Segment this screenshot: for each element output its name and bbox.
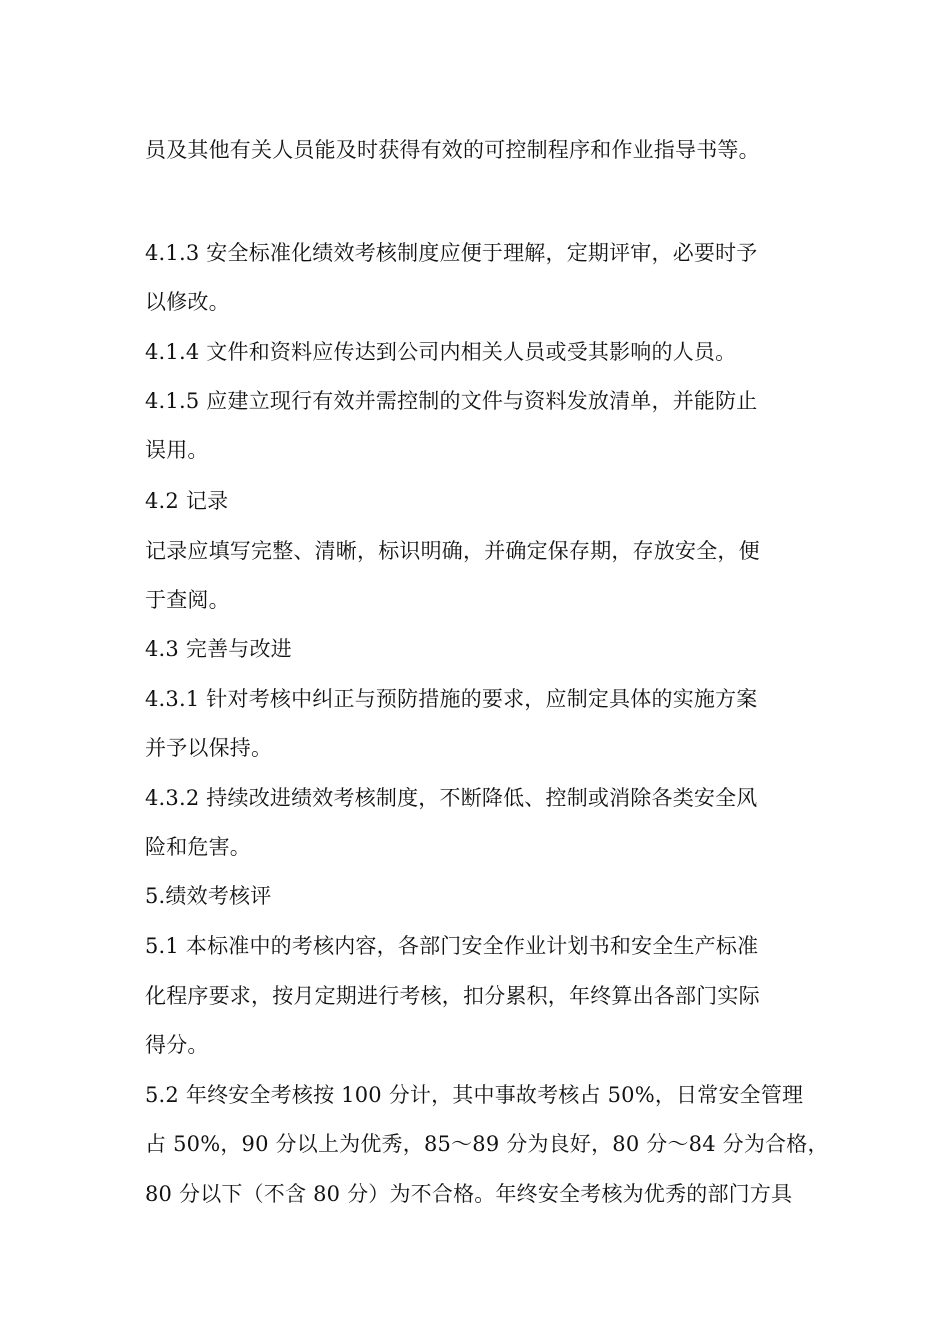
text-line: 80 分以下（不含 80 分）为不合格。年终安全考核为优秀的部门方具	[145, 1182, 793, 1206]
text-line: 员及其他有关人员能及时获得有效的可控制程序和作业指导书等。	[145, 138, 760, 162]
section-heading: 4.3 完善与改进	[145, 637, 292, 661]
text-line: 5.2 年终安全考核按 100 分计，其中事故考核占 50%，日常安全管理	[145, 1083, 804, 1107]
text-line: 以修改。	[145, 290, 230, 314]
text-line: 化程序要求，按月定期进行考核，扣分累积，年终算出各部门实际	[145, 984, 760, 1008]
text-line: 得分。	[145, 1033, 209, 1057]
text-line: 5.1 本标准中的考核内容，各部门安全作业计划书和安全生产标准	[145, 934, 759, 958]
text-line: 并予以保持。	[145, 736, 273, 760]
text-line: 4.1.3 安全标准化绩效考核制度应便于理解，定期评审，必要时予	[145, 241, 758, 265]
text-line: 4.1.4 文件和资料应传达到公司内相关人员或受其影响的人员。	[145, 340, 737, 364]
text-line: 险和危害。	[145, 835, 251, 859]
text-line: 4.3.1 针对考核中纠正与预防措施的要求，应制定具体的实施方案	[145, 687, 758, 711]
text-line: 于查阅。	[145, 588, 230, 612]
section-heading: 4.2 记录	[145, 489, 229, 513]
text-line: 误用。	[145, 438, 209, 462]
text-line: 4.3.2 持续改进绩效考核制度，不断降低、控制或消除各类安全风	[145, 786, 758, 810]
text-line: 4.1.5 应建立现行有效并需控制的文件与资料发放清单，并能防止	[145, 389, 758, 413]
text-line: 占 50%，90 分以上为优秀，85～89 分为良好，80 分～84 分为合格，	[145, 1132, 829, 1156]
section-heading: 5.绩效考核评	[145, 884, 272, 908]
text-line: 记录应填写完整、清晰，标识明确，并确定保存期，存放安全，便	[145, 539, 760, 563]
